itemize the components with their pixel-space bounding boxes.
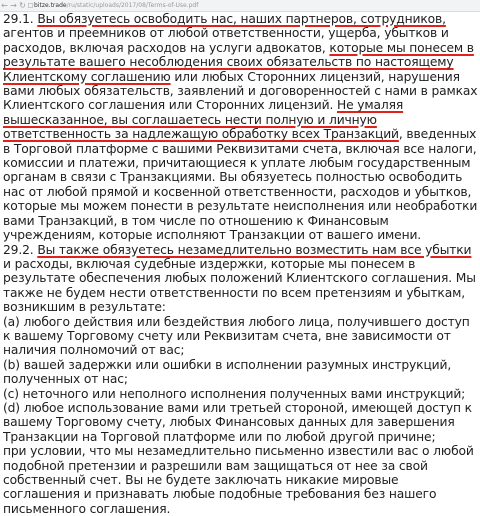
clause-29-2 (3, 243, 479, 315)
browser-toolbar (0, 0, 480, 12)
reload-icon[interactable]: ↻ (19, 0, 26, 10)
clause-number: 29.1. (3, 12, 34, 26)
clause-29-1 (3, 12, 479, 243)
list-item-b: (b) вашей задержки или ошибки в исполнении разумных инструкций, полученных от нас; (3, 357, 452, 387)
list-item-a: (a) любого действия или бездействия любого лица, получившего доступ к вашему Торговому счету или Реквизитам счета, вне зависимости от наличия полномочий от вас; (3, 314, 470, 358)
address-bar[interactable] (34, 2, 198, 9)
clause-text: агентов и преемников от любой ответственности, ущерба, убытков и расходов, включая расходов на услуги адвокатов, (3, 26, 449, 55)
page-icon: □ (27, 2, 34, 9)
url-domain: bitze.trade (34, 2, 67, 9)
list-item-d: (d) любое использование вами или третьей стороной, имеющей доступ к вашему Торговому счету, любых Финансовых данных для завершения Транзакции на Торговой платформе или по любой другой причине; (3, 400, 472, 444)
clause-text: , введенных в Торговой платформе с вашими Реквизитами счета, включая все налоги, комиссии и платежи, причитающиеся к уплате любым государственным органам в связи с Транзакциями. Вы обязуетесь полностью освободить нас от любой прямой и косвенной ответственности, расходов и убытков, которые мы можем понести в результате неисполнения или необработки вами Транзакций, в том числе по отношению к Финансовым учреждениям, которые исполняют Транзакции от вашего имени. (3, 127, 478, 243)
highlighted-text: Вы обязуетесь освободить нас, наших партнеров, сотрудников, (37, 12, 446, 26)
clause-number: 29.2. (3, 242, 34, 257)
document-body (3, 12, 479, 516)
forward-arrow-icon[interactable]: → (10, 0, 17, 10)
clause-text: или любых Сторонних лицензий, нарушения вами любых обязательств, заявлений и договоренностей с нами в рамках Клиентского соглашения или Сторонних лицензий. (3, 69, 478, 113)
url-path: /ru/static/uploads/2017/08/Terms-of-Use.pdf (66, 2, 199, 9)
clause-text: и расходы, включая судебные издержки, которые мы понесем в результате обеспечения любых положений Клиентского соглашения. Мы также не будем нести ответственности по всем претензиям и убыткам, возникшим в результате: (3, 256, 476, 315)
clause-final-paragraph: при условии, что мы незамедлительно письменно известили вас о любой подобной претензии и разрешили вам защищаться от нее за свой собственный счет. Вы не будете заключать никакие мировые соглашения и признавать любые подобные требования без нашего письменного соглашения. (3, 444, 474, 516)
back-arrow-icon[interactable]: ← (1, 0, 8, 10)
list-item-c: (c) неточного или неполного исполнения полученных вами инструкций; (3, 386, 466, 401)
highlighted-text: которые мы понесем в результате вашего несоблюдения своих обязательств по настоящему Клиентскому соглашению (3, 40, 474, 84)
highlighted-text: Не умаляя вышесказанное, вы соглашаетесь нести полную и личную ответственность за надлежащую обработку всех Транзакций (3, 98, 404, 142)
highlighted-text: Вы также обязуетесь незамедлительно возместить нам все убытки (37, 242, 472, 257)
